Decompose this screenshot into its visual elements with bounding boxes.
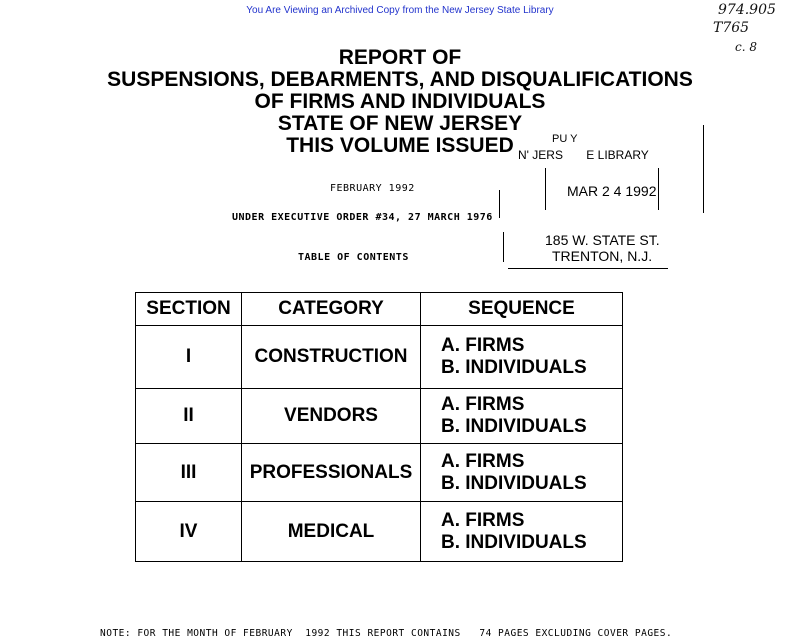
category-cell: VENDORS xyxy=(242,389,421,444)
stamp-line-2: N' JERS E LIBRARY xyxy=(518,148,649,162)
header-category: CATEGORY xyxy=(242,293,421,326)
toc-heading: TABLE OF CONTENTS xyxy=(298,252,409,263)
title-line-3: OF FIRMS AND INDIVIDUALS xyxy=(254,90,546,113)
category-cell: CONSTRUCTION xyxy=(242,326,421,389)
stamp-border-mark xyxy=(508,268,668,269)
call-number-line-3: c. 8 xyxy=(735,40,757,54)
sequence-firms: A. FIRMS xyxy=(441,394,525,415)
stamp-date: MAR 2 4 1992 xyxy=(567,183,657,199)
page-count-note: NOTE: FOR THE MONTH OF FEBRUARY 1992 THIS REPORT CONTAINS 74 PAGES EXCLUDING COVER PAGES. xyxy=(100,628,673,639)
title-line-5: THIS VOLUME ISSUED xyxy=(286,134,514,157)
category-cell: MEDICAL xyxy=(242,502,421,562)
stamp-border-mark xyxy=(503,232,504,262)
header-sequence: SEQUENCE xyxy=(421,293,623,326)
call-number-line-1: 974.905 xyxy=(718,2,776,18)
sequence-individuals: B. INDIVIDUALS xyxy=(441,472,587,494)
table-row xyxy=(136,326,623,389)
sequence-cell xyxy=(421,389,623,444)
stamp-address: 185 W. STATE ST. xyxy=(545,232,660,248)
table-header-row xyxy=(136,293,623,326)
header-section: SECTION xyxy=(136,293,242,326)
stamp-border-mark xyxy=(703,125,704,213)
sequence-individuals: B. INDIVIDUALS xyxy=(441,531,587,553)
table-of-contents xyxy=(135,292,623,562)
title-line-1: REPORT OF xyxy=(338,46,462,69)
sequence-firms: A. FIRMS xyxy=(441,450,525,472)
title-line-2: SUSPENSIONS, DEBARMENTS, AND DISQUALIFICATIONS xyxy=(107,68,693,91)
issue-date: FEBRUARY 1992 xyxy=(330,183,415,194)
section-cell: I xyxy=(136,326,242,389)
sequence-individuals: B. INDIVIDUALS xyxy=(441,416,587,437)
call-number-line-2: T765 xyxy=(713,20,750,36)
stamp-city: TRENTON, N.J. xyxy=(552,248,653,264)
archive-banner[interactable]: You Are Viewing an Archived Copy from the New Jersey State Library xyxy=(246,5,554,16)
section-cell: II xyxy=(136,389,242,444)
stamp-line-1: PU Y xyxy=(552,133,578,145)
stamp-border-mark xyxy=(499,190,500,218)
section-cell: IV xyxy=(136,502,242,562)
title-line-4: STATE OF NEW JERSEY xyxy=(277,112,523,135)
sequence-cell xyxy=(421,502,623,562)
sequence-firms: A. FIRMS xyxy=(441,335,525,356)
table-row xyxy=(136,389,623,444)
section-cell: III xyxy=(136,444,242,502)
table-row xyxy=(136,502,623,562)
sequence-cell xyxy=(421,444,623,502)
table-row xyxy=(136,444,623,502)
category-cell: PROFESSIONALS xyxy=(242,444,421,502)
executive-order-line: UNDER EXECUTIVE ORDER #34, 27 MARCH 1976 xyxy=(232,212,493,223)
sequence-firms: A. FIRMS xyxy=(441,509,525,531)
sequence-individuals: B. INDIVIDUALS xyxy=(441,357,587,378)
sequence-cell xyxy=(421,326,623,389)
